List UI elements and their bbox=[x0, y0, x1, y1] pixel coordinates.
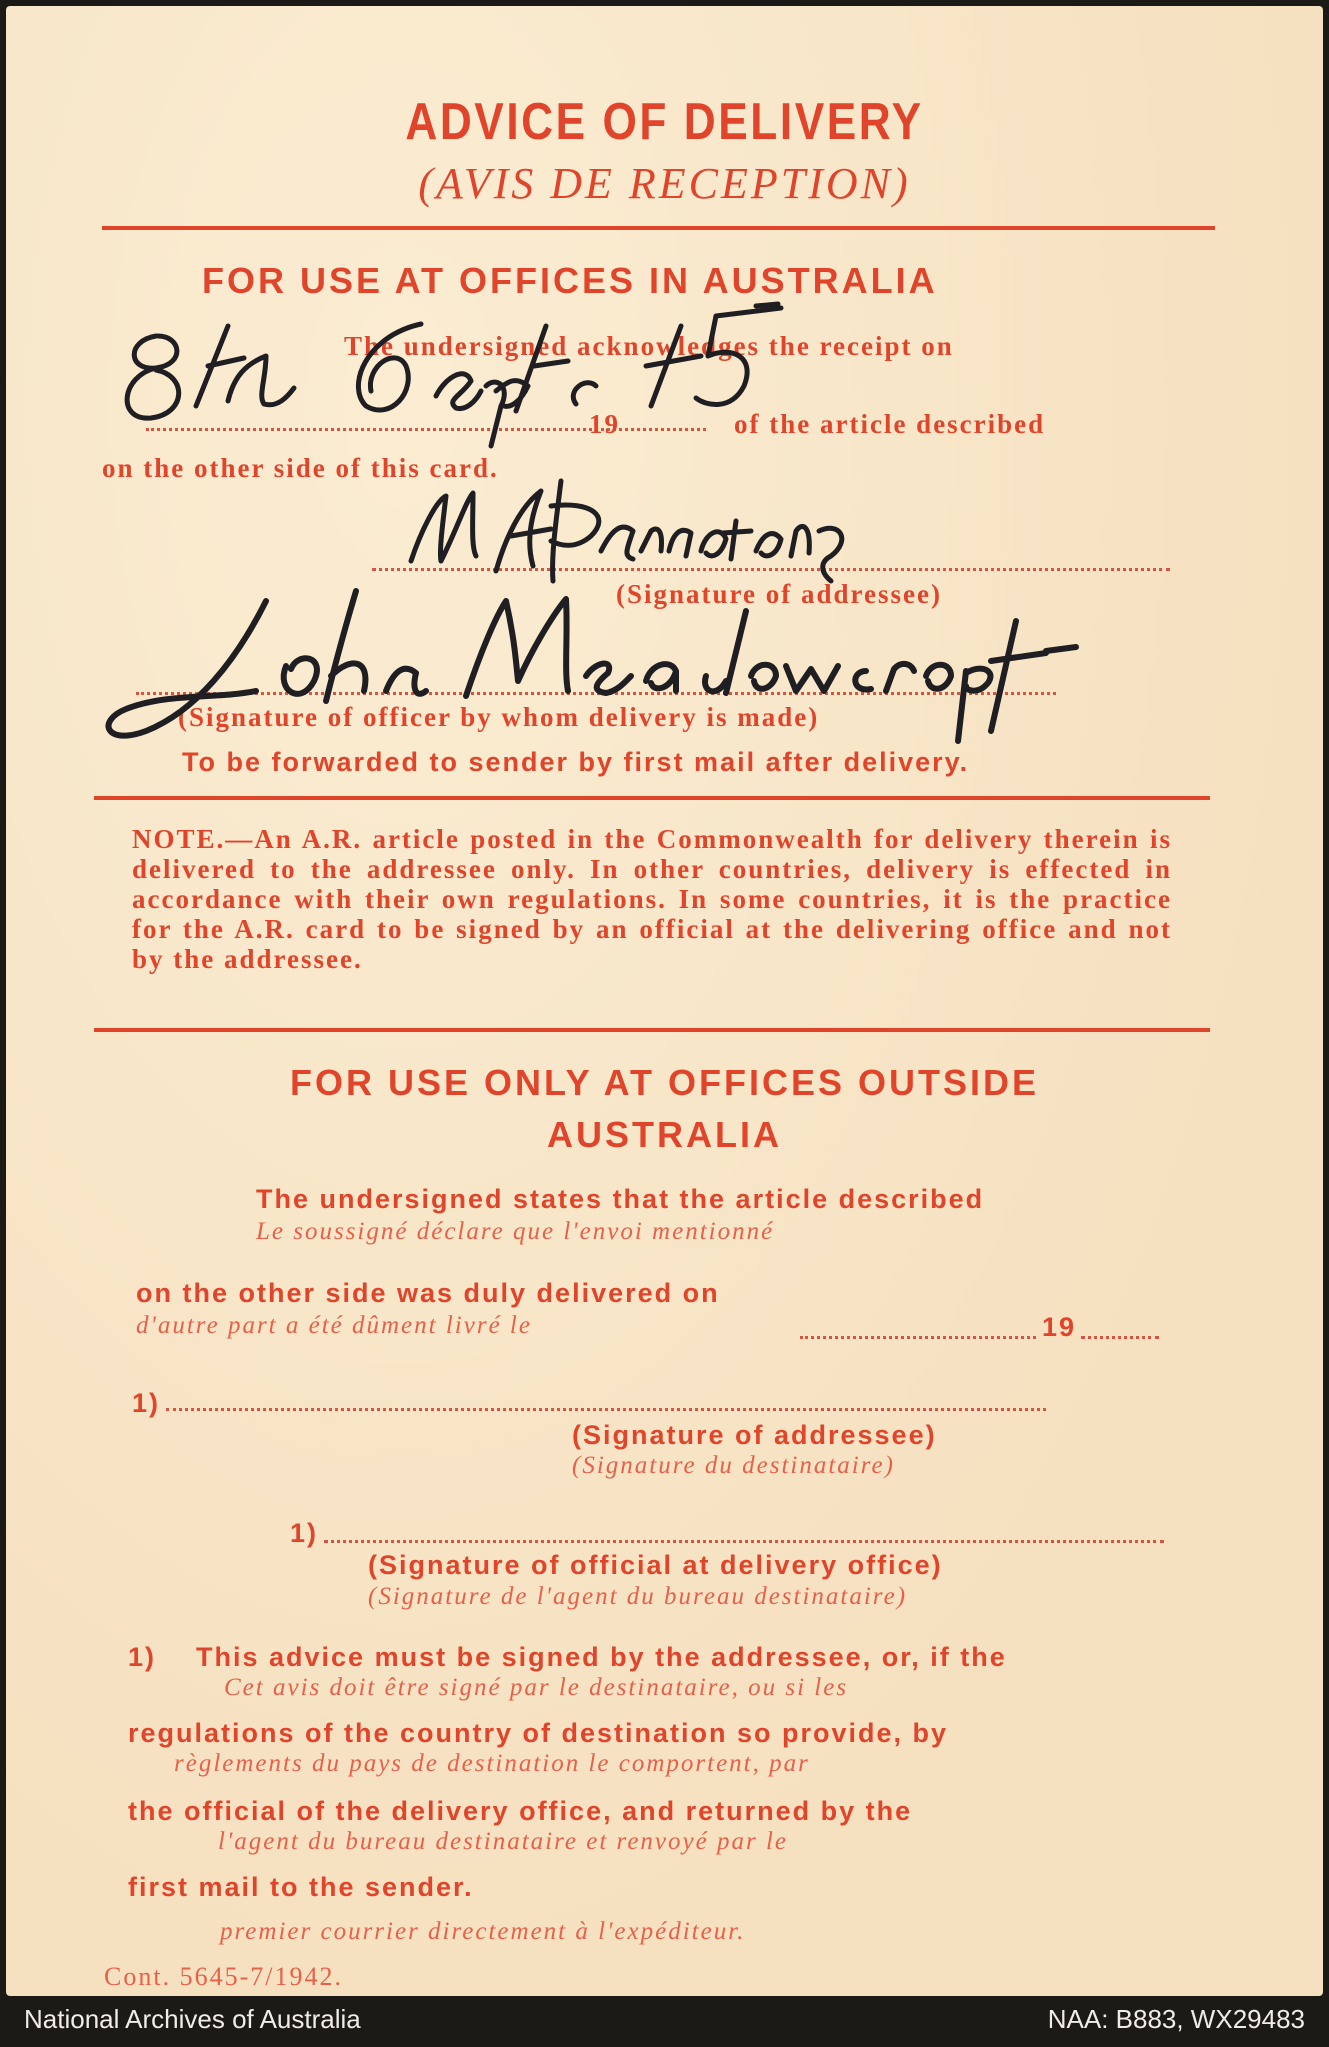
delivery-year-prefix: 19 bbox=[1042, 1312, 1077, 1342]
card-title: ADVICE OF DELIVERY bbox=[405, 93, 924, 151]
handwritten-date bbox=[116, 296, 776, 446]
outside-official-label-en: (Signature of official at delivery office) bbox=[368, 1550, 943, 1580]
footnote-fr-2: règlements du pays de destination le comportent, par bbox=[174, 1750, 810, 1777]
outside-official-signature-line bbox=[324, 1540, 1164, 1543]
addressee-marker: 1) bbox=[132, 1388, 161, 1418]
note-paragraph: NOTE.—An A.R. article posted in the Commonwealth for delivery therein is delivered to the addressee only. In other countries, delivery is effected in accordance with their own regulations. In some countries, it is the practice for the A.R. card to be signed by an official at the delivering office and not by the addressee. bbox=[132, 824, 1172, 974]
archive-name: National Archives of Australia bbox=[24, 2004, 361, 2034]
divider-note-bottom bbox=[94, 1028, 1210, 1032]
section-outside-heading-line2: AUSTRALIA bbox=[547, 1114, 782, 1155]
receipt-line-1: The undersigned acknowledges the receipt on bbox=[344, 331, 954, 361]
delivered-french: d'autre part a été dûment livré le bbox=[136, 1312, 532, 1339]
receipt-line-3: on the other side of this card. bbox=[102, 453, 499, 483]
footnote-en-3: the official of the delivery office, and returned by the bbox=[128, 1796, 913, 1826]
footnote-marker: 1) bbox=[128, 1642, 157, 1672]
footnote-en-1: This advice must be signed by the addressee, or, if the bbox=[196, 1642, 1007, 1672]
handwritten-addressee-signature bbox=[401, 461, 861, 591]
addressee-signature-label: (Signature of addressee) bbox=[616, 579, 942, 609]
states-english: The undersigned states that the article described bbox=[256, 1184, 985, 1214]
delivery-date-line bbox=[800, 1336, 1036, 1339]
outside-addressee-label-en: (Signature of addressee) bbox=[572, 1420, 937, 1450]
delivery-year-line bbox=[1081, 1336, 1159, 1339]
footnote-fr-3: l'agent du bureau destinataire et renvoyé par le bbox=[218, 1828, 788, 1855]
section-australia-heading: FOR USE AT OFFICES IN AUSTRALIA bbox=[202, 260, 938, 301]
states-french: Le soussigné déclare que l'envoi mentionné bbox=[256, 1218, 775, 1245]
footnote-fr-4: premier courrier directement à l'expéditeur. bbox=[220, 1918, 746, 1945]
handwritten-officer-signature bbox=[86, 581, 1086, 761]
official-marker: 1) bbox=[290, 1518, 319, 1548]
archive-reference: NAA: B883, WX29483 bbox=[1047, 2004, 1305, 2034]
receipt-year-prefix: 19 bbox=[589, 409, 620, 439]
outside-official-label-fr: (Signature de l'agent du bureau destinataire) bbox=[368, 1583, 908, 1610]
officer-signature-label: (Signature of officer by whom delivery is made) bbox=[178, 702, 820, 732]
divider-top bbox=[102, 226, 1215, 230]
card-subtitle: (AVIS DE RECEPTION) bbox=[418, 159, 911, 208]
footnote-en-2: regulations of the country of destination so provide, by bbox=[128, 1718, 949, 1748]
section-outside-heading-line1: FOR USE ONLY AT OFFICES OUTSIDE bbox=[289, 1062, 1040, 1103]
footnote-fr-1: Cet avis doit être signé par le destinataire, ou si les bbox=[224, 1674, 849, 1701]
outside-addressee-signature-line bbox=[166, 1408, 1046, 1411]
form-code: Cont. 5645-7/1942. bbox=[104, 1962, 343, 1991]
footnote-en-4: first mail to the sender. bbox=[128, 1872, 474, 1902]
outside-addressee-label-fr: (Signature du destinataire) bbox=[572, 1452, 895, 1479]
receipt-line-2: of the article described bbox=[734, 409, 1046, 439]
delivery-card bbox=[6, 6, 1323, 1996]
divider-note-top bbox=[94, 796, 1210, 800]
delivered-english: on the other side was duly delivered on bbox=[136, 1278, 720, 1308]
forward-instruction: To be forwarded to sender by first mail after delivery. bbox=[182, 747, 970, 777]
